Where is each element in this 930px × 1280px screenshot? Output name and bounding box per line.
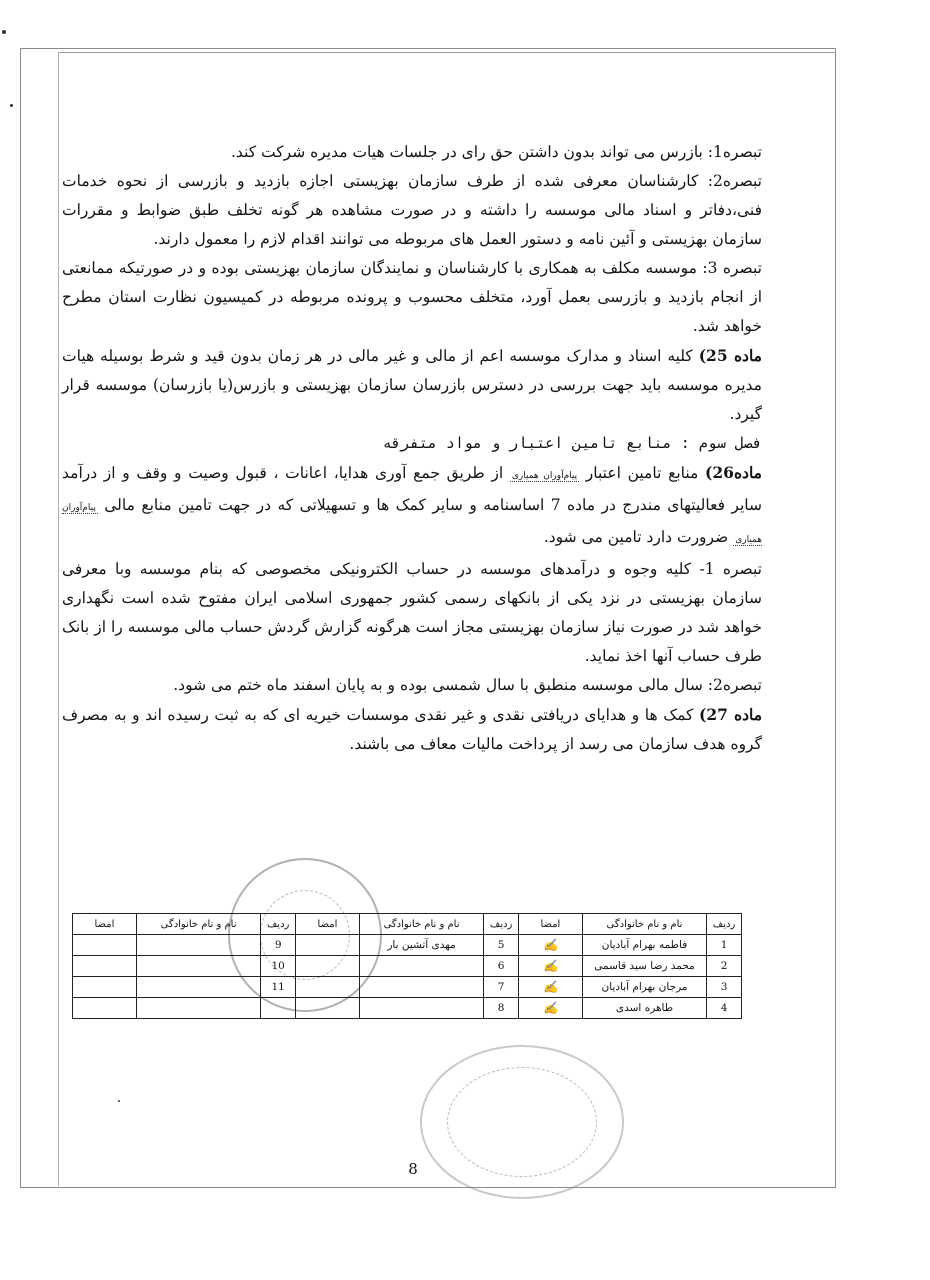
header-name-col-3: نام و نام خانوادگی xyxy=(136,914,260,935)
signatures-table xyxy=(72,913,742,1019)
table-row xyxy=(73,998,742,1019)
institute-name-stamp-2: پیام‌آوران همیاری xyxy=(62,503,762,545)
member-signature xyxy=(73,935,137,956)
row-number: 1 xyxy=(707,935,742,956)
scan-speck xyxy=(2,30,6,34)
member-signature xyxy=(296,935,360,956)
member-name xyxy=(136,998,260,1019)
note-2-fiscal: تبصره2: سال مالی موسسه منطبق با سال شمسی بوده و به پایان اسفند ماه ختم می شود. xyxy=(173,676,762,694)
article-26-part1: منابع تامین اعتبار xyxy=(579,464,706,482)
row-number: 6 xyxy=(484,956,519,977)
table-row xyxy=(73,956,742,977)
member-signature xyxy=(296,998,360,1019)
header-sign-col: امضا xyxy=(519,914,583,935)
member-name: فاطمه بهرام آبادیان xyxy=(582,935,706,956)
article-26-part2: از طریق جمع آوری هدایا، اعانات ، قبول وصیت و وقف و از درآمد سایر فعالیتهای مندرج در ماده 7 اساسنامه و سایر کمک ها و تسهیلاتی که در جهت تامین منابع مالی xyxy=(62,464,762,514)
member-name xyxy=(136,956,260,977)
institute-name-stamp: پیام‌آوران همیاری xyxy=(511,471,578,481)
note-2-paragraph: تبصره2: کارشناسان معرفی شده از طرف سازمان بهزیستی اجازه بازدید و بازرسی از نحوه خدمات فنی،دفاتر و اسناد مالی موسسه را داشته و در صورت مشاهده هر گونه تخلف طبق ضوابط و مقررات سازمان بهزیستی و آئین نامه و دستور العمل های مربوطه می توانند اقدام لازم را معمول دارند. xyxy=(62,172,762,248)
scan-speck xyxy=(10,104,13,107)
member-name xyxy=(136,977,260,998)
header-name-col-2: نام و نام خانوادگی xyxy=(359,914,483,935)
header-row-col-3: ردیف xyxy=(261,914,296,935)
header-sign-col-3: امضا xyxy=(73,914,137,935)
row-number: 8 xyxy=(484,998,519,1019)
member-signature: ✍ xyxy=(519,956,583,977)
row-number: 10 xyxy=(261,956,296,977)
article-25-text: کلیه اسناد و مدارک موسسه اعم از مالی و غیر مالی در هر زمان بدون قید و شرط بوسیله هیات مدیره موسسه باید جهت بررسی در دسترس بازرسان سازمان بهزیستی و بازرس(یا بازرسان) موسسه قرار گیرد. xyxy=(62,347,762,423)
table-row xyxy=(73,935,742,956)
article-27-text: کمک ها و هدایای دریافتی نقدی و غیر نقدی موسسات خیریه ای که به ثبت رسیده اند و به مصرف گروه هدف سازمان می رسد از پرداخت مالیات معاف می باشند. xyxy=(62,706,762,753)
note-3-paragraph: تبصره 3: موسسه مکلف به همکاری با کارشناسان و نمایندگان سازمان بهزیستی بوده و در صورتیکه ممانعتی از انجام بازدید و بازرسی بعمل آورد، متخلف محسوب و پرونده مربوطه در کمیسیون نظارت استان مطرح خواهد شد. xyxy=(62,259,762,335)
note-1-paragraph: تبصره1: بازرس می تواند بدون داشتن حق رای در جلسات هیات مدیره شرکت کند. xyxy=(231,143,762,161)
chapter-3-heading: فصل سوم : منابع تامین اعتبار و مواد متفرقه xyxy=(382,434,762,452)
member-signature: ✍ xyxy=(519,977,583,998)
member-signature: ✍ xyxy=(519,998,583,1019)
member-name: طاهره اسدی xyxy=(582,998,706,1019)
member-name: محمد رضا سید قاسمی xyxy=(582,956,706,977)
row-number: 11 xyxy=(261,977,296,998)
member-name: مرجان بهرام آبادیان xyxy=(582,977,706,998)
member-signature xyxy=(296,977,360,998)
header-row-col-2: ردیف xyxy=(484,914,519,935)
member-signature: ✍ xyxy=(519,935,583,956)
article-27-label: ماده 27) xyxy=(699,705,762,724)
row-number: 2 xyxy=(707,956,742,977)
note-1-bank: تبصره 1- کلیه وجوه و درآمدهای موسسه در حساب الکترونیکی مخصوصی که بنام موسسه وبا معرفی سازمان بهزیستی در نزد یکی از بانکهای رسمی کشور جمهوری اسلامی ایران مفتوح شده است نگهداری خواهد شد در صورت نیاز سازمان بهزیستی مجاز است هرگونه گزارش گردش حساب مالی موسسه را از بانک طرف حساب آنها اخذ نماید. xyxy=(62,560,762,665)
row-number: 7 xyxy=(484,977,519,998)
member-name xyxy=(359,998,483,1019)
member-signature xyxy=(73,977,137,998)
page-number: 8 xyxy=(408,1160,418,1178)
row-number xyxy=(261,998,296,1019)
row-number: 5 xyxy=(484,935,519,956)
article-26-part3: ضرورت دارد تامین می شود. xyxy=(543,528,734,546)
row-number: 9 xyxy=(261,935,296,956)
member-name xyxy=(136,935,260,956)
member-name xyxy=(359,977,483,998)
row-number: 4 xyxy=(707,998,742,1019)
article-25 xyxy=(62,341,762,429)
member-name: مهدی آتشین بار xyxy=(359,935,483,956)
row-number: 3 xyxy=(707,977,742,998)
document-body xyxy=(62,138,762,759)
member-signature xyxy=(296,956,360,977)
table-header-row xyxy=(73,914,742,935)
member-signature xyxy=(73,998,137,1019)
article-26-label: ماده26) xyxy=(705,463,762,482)
header-name-col: نام و نام خانوادگی xyxy=(582,914,706,935)
article-26 xyxy=(62,458,762,555)
article-25-label: ماده 25) xyxy=(698,346,762,365)
official-seal-bottom xyxy=(420,1045,624,1199)
member-signature xyxy=(73,956,137,977)
header-row-col: ردیف xyxy=(707,914,742,935)
header-sign-col-2: امضا xyxy=(296,914,360,935)
member-name xyxy=(359,956,483,977)
scan-speck xyxy=(118,1100,120,1102)
article-27 xyxy=(62,700,762,759)
table-row xyxy=(73,977,742,998)
